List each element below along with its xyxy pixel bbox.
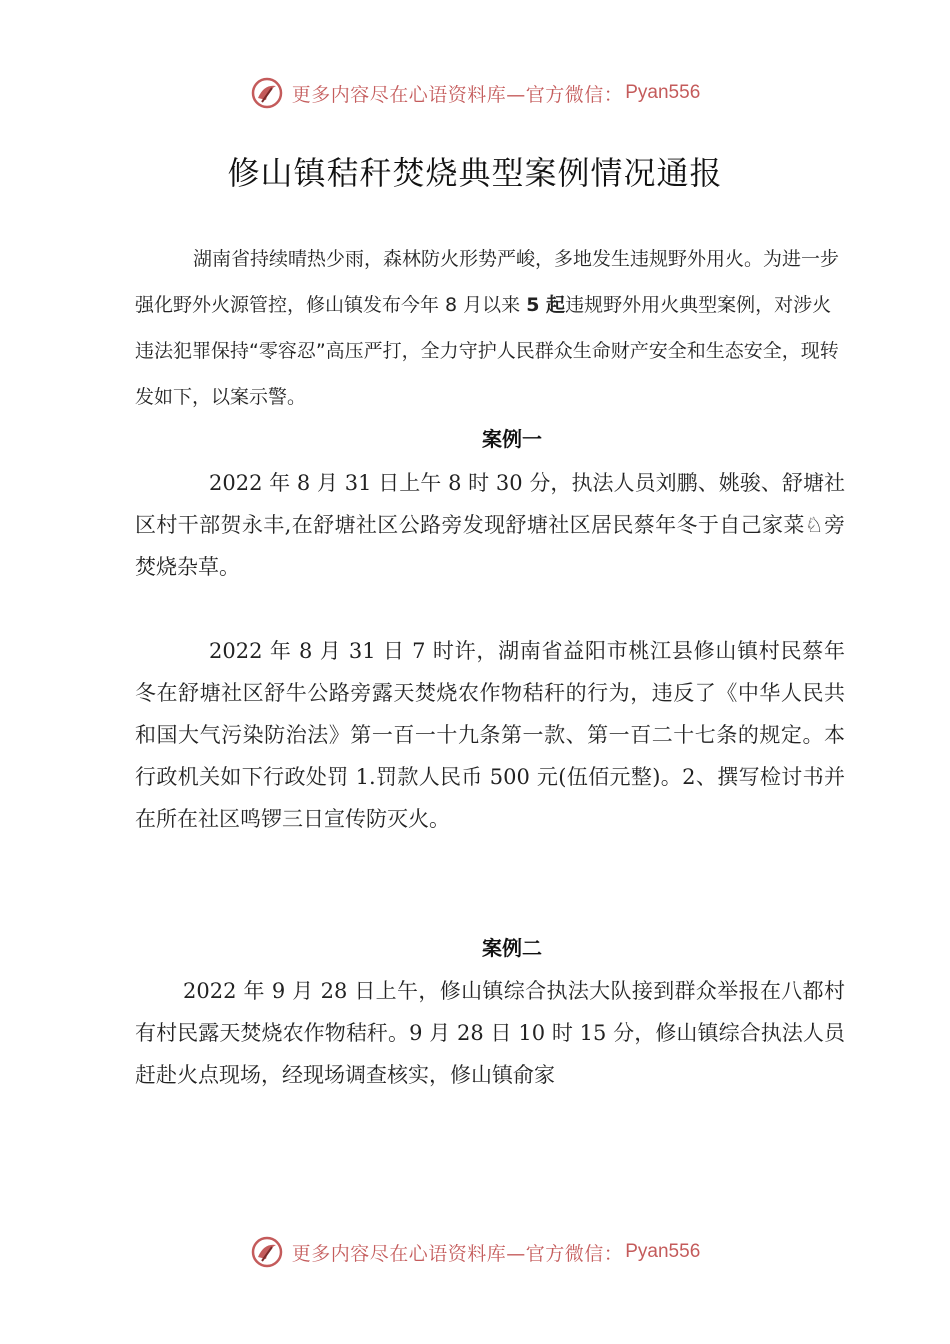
logo-icon	[250, 1235, 284, 1269]
case2-paragraph-1: 2022 年 9 月 28 日上午，修山镇综合执法大队接到群众举报在八都村有村民露天焚烧农作物秸秆。9 月 28 日 10 时 15 分，修山镇综合执法人员赶赴火点现场，经现场调查核实，修山镇俞家	[135, 979, 845, 1087]
watermark-header	[0, 73, 950, 113]
watermark-wechat-id: Pyan556	[625, 82, 701, 103]
watermark-text: 更多内容尽在心语资料库—官方微信：	[291, 1242, 624, 1265]
intro-text-1: 湖南省持续晴热少雨，森林防火形势严峻，多地发生违规野外用火。为进一步强化野外火源管控，修山镇发布今年 8 月以来	[135, 248, 840, 316]
case1-paragraph-2: 2022 年 8 月 31 日 7 时许，湖南省益阳市桃江县修山镇村民蔡年冬在舒塘社区舒牛公路旁露天焚烧农作物秸秆的行为，违反了《中华人民共和国大气污染防治法》第一百一十九条第一款、第一百二十七条的规定。本行政机关如下行政处罚 1.罚款人民币 500 元(伍佰元整)。2、撰写检讨书并在所在社区鸣锣三日宣传防灭火。	[135, 639, 845, 831]
case1-heading: 案例一	[482, 427, 542, 451]
watermark-footer	[0, 1232, 950, 1272]
logo-icon	[250, 76, 284, 110]
document-title: 修山镇秸秆焚烧典型案例情况通报	[227, 154, 723, 192]
case1-paragraph-1: 2022 年 8 月 31 日上午 8 时 30 分，执法人员刘鹏、姚骏、舒塘社区村干部贺永丰,在舒塘社区公路旁发现舒塘社区居民蔡年冬于自己家菜♘旁焚烧杂草。	[135, 471, 845, 579]
watermark-wechat-id: Pyan556	[625, 1241, 701, 1262]
watermark-text: 更多内容尽在心语资料库—官方微信：	[291, 83, 624, 106]
intro-bold-count: 5 起	[526, 294, 566, 316]
intro-paragraph	[135, 236, 845, 420]
intro-text-2: 违规野外用火典型案例，对涉火违法犯罪保持“零容忍”高压严打，全力守护人民群众生命财产安全和生态安全，现转发如下，以案示警。	[135, 294, 839, 408]
case2-heading: 案例二	[482, 936, 542, 960]
